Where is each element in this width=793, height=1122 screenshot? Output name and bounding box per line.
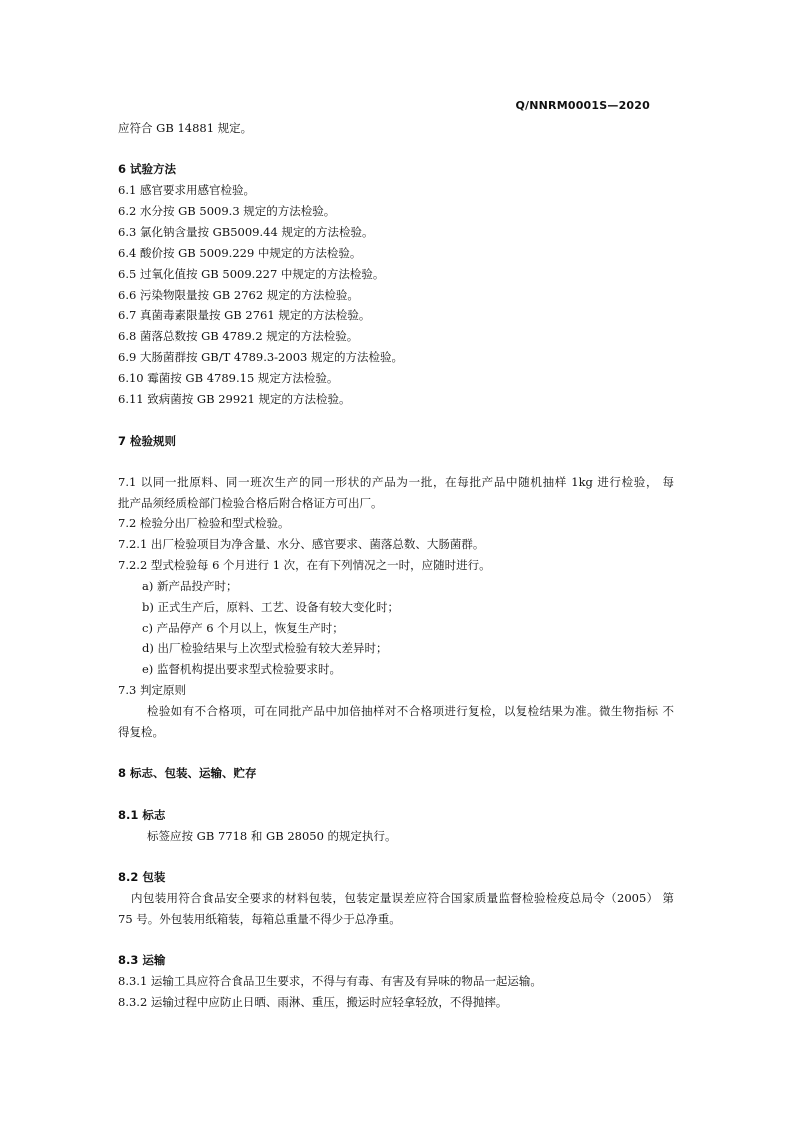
method-item: 6.8 菌落总数按 GB 4789.2 规定的方法检验。 <box>118 329 359 343</box>
rule-7-2: 7.2 检验分出厂检验和型式检验。 <box>118 516 290 530</box>
label-text: 标签应按 GB 7718 和 GB 28050 的规定执行。 <box>147 829 397 843</box>
section-6-heading: 6 试验方法 <box>118 162 177 176</box>
method-item: 6.1 感官要求用感官检验。 <box>118 183 255 197</box>
method-item: 6.10 霉菌按 GB 4789.15 规定方法检验。 <box>118 371 339 385</box>
packaging-line-2: 75 号。外包装用纸箱装，每箱总重量不得少于总净重。 <box>118 912 401 926</box>
packaging-line-1: 内包装用符合食品安全要求的材料包装，包装定量误差应符合国家质量监督检验检疫总局令（2005） 第 <box>131 891 674 905</box>
rule-7-3: 7.3 判定原则 <box>118 683 186 697</box>
condition-item: c) 产品停产 6 个月以上，恢复生产时； <box>142 621 344 635</box>
transport-item: 8.3.2 运输过程中应防止日晒、雨淋、重压，搬运时应轻拿轻放，不得抛摔。 <box>118 995 508 1009</box>
method-item: 6.2 水分按 GB 5009.3 规定的方法检验。 <box>118 204 336 218</box>
rule-7-2-1: 7.2.1 出厂检验项目为净含量、水分、感官要求、菌落总数、大肠菌群。 <box>118 537 485 551</box>
section-7-heading: 7 检验规则 <box>118 434 177 448</box>
method-item: 6.11 致病菌按 GB 29921 规定的方法检验。 <box>118 392 351 406</box>
section-8-3-heading: 8.3 运输 <box>118 953 166 967</box>
section-8-heading: 8 标志、包装、运输、贮存 <box>118 766 257 780</box>
method-item: 6.9 大肠菌群按 GB/T 4789.3-2003 规定的方法检验。 <box>118 350 403 364</box>
section-8-2-heading: 8.2 包装 <box>118 870 166 884</box>
method-item: 6.7 真菌毒素限量按 GB 2761 规定的方法检验。 <box>118 308 371 322</box>
section-8-1-heading: 8.1 标志 <box>118 808 166 822</box>
transport-item: 8.3.1 运输工具应符合食品卫生要求，不得与有毒、有害及有异味的物品一起运输。 <box>118 974 542 988</box>
method-item: 6.6 污染物限量按 GB 2762 规定的方法检验。 <box>118 288 359 302</box>
document-code: Q/NNRM0001S—2020 <box>515 99 650 112</box>
rule-7-2-2: 7.2.2 型式检验每 6 个月进行 1 次，在有下列情况之一时，应随时进行。 <box>118 558 491 572</box>
method-item: 6.5 过氧化值按 GB 5009.227 中规定的方法检验。 <box>118 267 385 281</box>
condition-item: d) 出厂检验结果与上次型式检验有较大差异时； <box>142 641 388 655</box>
method-item: 6.4 酸价按 GB 5009.229 中规定的方法检验。 <box>118 246 362 260</box>
condition-item: a) 新产品投产时； <box>142 579 238 593</box>
judgement-line-2: 得复检。 <box>118 725 164 739</box>
method-item: 6.3 氯化钠含量按 GB5009.44 规定的方法检验。 <box>118 225 374 239</box>
intro-line: 应符合 GB 14881 规定。 <box>118 121 253 135</box>
condition-item: e) 监督机构提出要求型式检验要求时。 <box>142 662 341 676</box>
judgement-line-1: 检验如有不合格项，可在同批产品中加倍抽样对不合格项进行复检，以复检结果为准。微生物指标 不 <box>147 704 674 718</box>
rule-7-1-line-2: 批产品须经质检部门检验合格后附合格证方可出厂。 <box>118 496 383 510</box>
rule-7-1-line-1: 7.1 以同一批原料、同一班次生产的同一形状的产品为一批，在每批产品中随机抽样 1kg 进行检验， 每 <box>118 475 674 489</box>
condition-item: b) 正式生产后，原料、工艺、设备有较大变化时； <box>142 600 400 614</box>
